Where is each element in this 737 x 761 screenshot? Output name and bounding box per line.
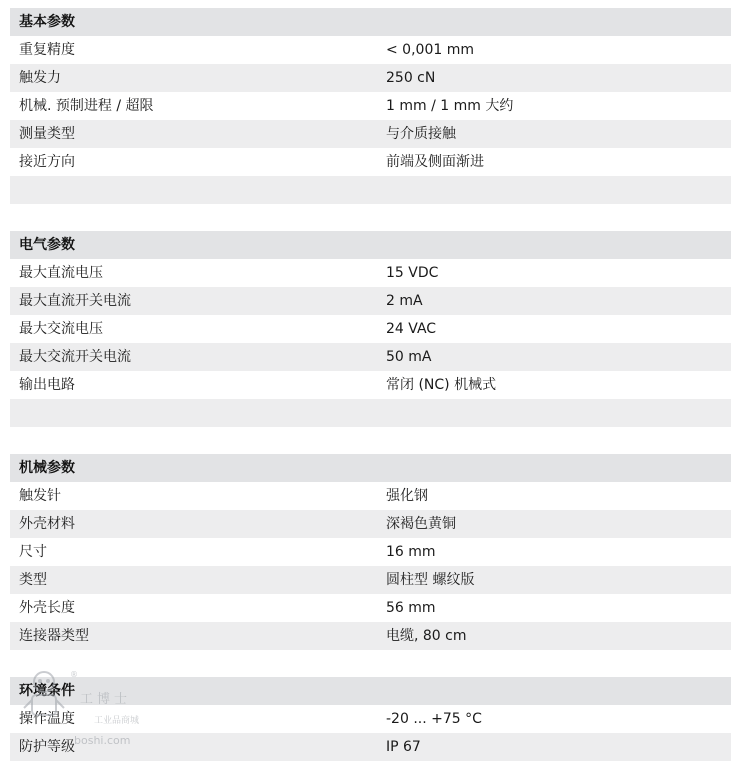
row-label: 测量类型 [19, 126, 75, 142]
table-row [10, 287, 731, 315]
row-label: 操作温度 [19, 711, 75, 727]
row-value: 电缆, 80 cm [386, 628, 467, 644]
row-label: 最大直流开关电流 [19, 293, 131, 309]
row-value: 强化钢 [386, 488, 428, 504]
row-label: 触发针 [19, 488, 61, 504]
row-value: 56 mm [386, 600, 436, 616]
table-row [10, 120, 731, 148]
row-value: 24 VAC [386, 321, 437, 337]
table-row [10, 64, 731, 92]
row-value: 深褐色黄铜 [386, 516, 456, 532]
table-row [10, 259, 731, 287]
row-value: IP 67 [386, 739, 421, 755]
table-row [10, 566, 731, 594]
row-value: -20 ... +75 °C [386, 711, 482, 727]
section-header: 机械参数 [10, 454, 731, 482]
row-label: 外壳材料 [19, 516, 75, 532]
watermark-url: boshi.com [74, 734, 131, 747]
section-header: 环境条件 [10, 677, 731, 705]
section-environment [10, 677, 731, 761]
row-value: 1 mm / 1 mm 大约 [386, 98, 514, 114]
row-label: 触发力 [19, 70, 61, 86]
row-label: 外壳长度 [19, 600, 75, 616]
row-label: 防护等级 [19, 739, 75, 755]
watermark-mall: 工业品商城 [94, 716, 140, 726]
table-row [10, 510, 731, 538]
table-row [10, 92, 731, 120]
row-label: 机械. 预制进程 / 超限 [19, 98, 154, 114]
row-label: 尺寸 [19, 544, 47, 560]
section-basic [10, 8, 731, 204]
section-mechanical [10, 454, 731, 650]
registered-mark: ® [70, 670, 78, 679]
row-value: 与介质接触 [386, 126, 456, 142]
table-row [10, 538, 731, 566]
row-value: 常闭 (NC) 机械式 [386, 377, 497, 393]
table-row [10, 148, 731, 176]
row-label: 输出电路 [19, 377, 75, 393]
table-row [10, 622, 731, 650]
row-label: 最大直流电压 [19, 265, 103, 281]
row-label: 重复精度 [19, 42, 75, 58]
table-row [10, 733, 731, 761]
table-row [10, 343, 731, 371]
section-electrical [10, 231, 731, 427]
row-value: 16 mm [386, 544, 436, 560]
empty-row [10, 176, 731, 204]
section-header: 电气参数 [10, 231, 731, 259]
row-value: < 0,001 mm [386, 42, 474, 58]
row-label: 类型 [19, 572, 47, 588]
row-value: 圆柱型 螺纹版 [386, 572, 475, 588]
row-value: 前端及侧面渐进 [386, 154, 484, 170]
row-value: 15 VDC [386, 265, 439, 281]
row-value: 2 mA [386, 293, 423, 309]
table-row [10, 482, 731, 510]
row-label: 最大交流电压 [19, 321, 103, 337]
row-label: 最大交流开关电流 [19, 349, 131, 365]
row-label: 连接器类型 [19, 628, 89, 644]
table-row [10, 315, 731, 343]
table-row [10, 371, 731, 399]
row-value: 50 mA [386, 349, 432, 365]
table-row [10, 594, 731, 622]
table-row [10, 36, 731, 64]
row-label: 接近方向 [19, 154, 75, 170]
row-value: 250 cN [386, 70, 436, 86]
empty-row [10, 399, 731, 427]
spec-sheet [10, 8, 731, 761]
watermark-brand: 工博士 [80, 692, 132, 707]
table-row [10, 705, 731, 733]
section-header: 基本参数 [10, 8, 731, 36]
